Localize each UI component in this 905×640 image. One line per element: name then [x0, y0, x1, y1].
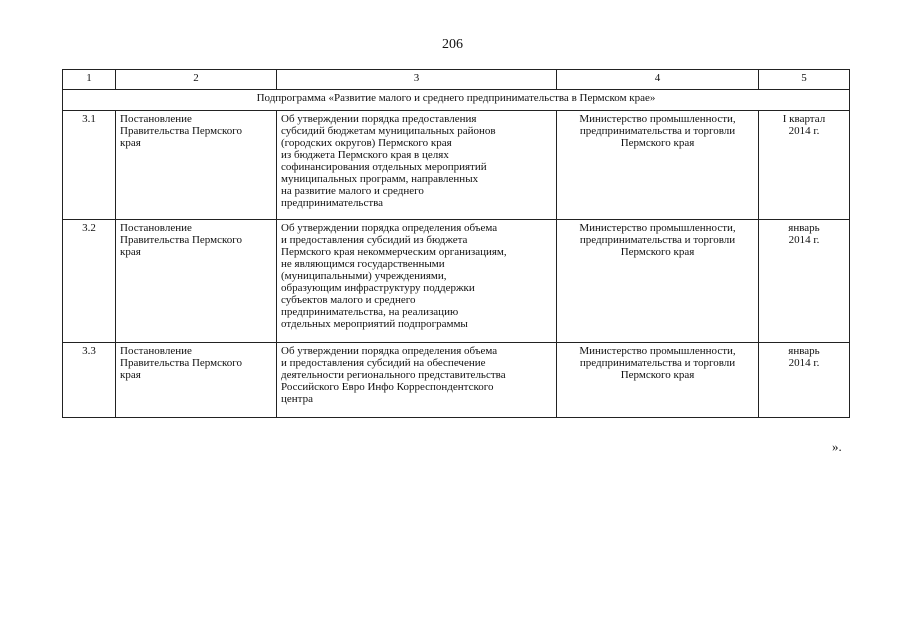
document-subject	[277, 343, 557, 418]
table-row	[63, 111, 850, 220]
document-type-text: Постановление Правительства Пермского края	[120, 345, 242, 381]
row-number: 3.3	[63, 343, 116, 418]
column-header-4: 4	[557, 70, 759, 90]
document-type	[116, 220, 277, 343]
row-number: 3.2	[63, 220, 116, 343]
responsible-executor-text: Министерство промышленности, предпринимательства и торговли Пермского края	[579, 345, 736, 381]
deadline	[759, 343, 850, 418]
responsible-executor-text: Министерство промышленности, предпринимательства и торговли Пермского края	[579, 222, 736, 258]
responsible-executor	[557, 111, 759, 220]
column-header-1: 1	[63, 70, 116, 90]
subprogram-row	[63, 90, 850, 111]
document-type	[116, 111, 277, 220]
deadline-text: I квартал 2014 г.	[782, 113, 826, 137]
subprogram-title: Подпрограмма «Развитие малого и среднего предпринимательства в Пермском крае»	[63, 90, 850, 111]
header-row	[63, 70, 850, 90]
row-number: 3.1	[63, 111, 116, 220]
column-header-2: 2	[116, 70, 277, 90]
column-header-3: 3	[277, 70, 557, 90]
document-subject	[277, 220, 557, 343]
document-subject-text: Об утверждении порядка определения объема и предоставления субсидий на обеспечение деятельности регионального представительства Российского Евро Инфо Корреспондентского центра	[281, 345, 506, 405]
table-row	[63, 220, 850, 343]
table-row	[63, 343, 850, 418]
document-type	[116, 343, 277, 418]
page-number: 206	[442, 37, 463, 52]
document-subject-text: Об утверждении порядка определения объема и предоставления субсидий из бюджета Пермского края некоммерческим организациям, не являющимся государственными (муниципальными) учреждениями, образующим инфраструктуру поддержки субъектов малого и среднего предпринимательства, на реализацию отдельных мероприятий подпрограммы	[281, 222, 507, 330]
document-subject	[277, 111, 557, 220]
closing-quote: ».	[832, 439, 842, 454]
document-table	[62, 69, 850, 418]
deadline-text: январь 2014 г.	[788, 345, 820, 369]
responsible-executor	[557, 343, 759, 418]
responsible-executor	[557, 220, 759, 343]
document-type-text: Постановление Правительства Пермского края	[120, 222, 242, 258]
deadline	[759, 220, 850, 343]
deadline-text: январь 2014 г.	[788, 222, 820, 246]
responsible-executor-text: Министерство промышленности, предпринимательства и торговли Пермского края	[579, 113, 736, 149]
column-header-5: 5	[759, 70, 850, 90]
document-subject-text: Об утверждении порядка предоставления субсидий бюджетам муниципальных районов (городских округов) Пермского края из бюджета Пермского края в целях софинансирования отдельных мероприятий муниципальных программ, направленных на развитие малого и среднего предпринимательства	[281, 113, 496, 209]
deadline	[759, 111, 850, 220]
document-type-text: Постановление Правительства Пермского края	[120, 113, 242, 149]
